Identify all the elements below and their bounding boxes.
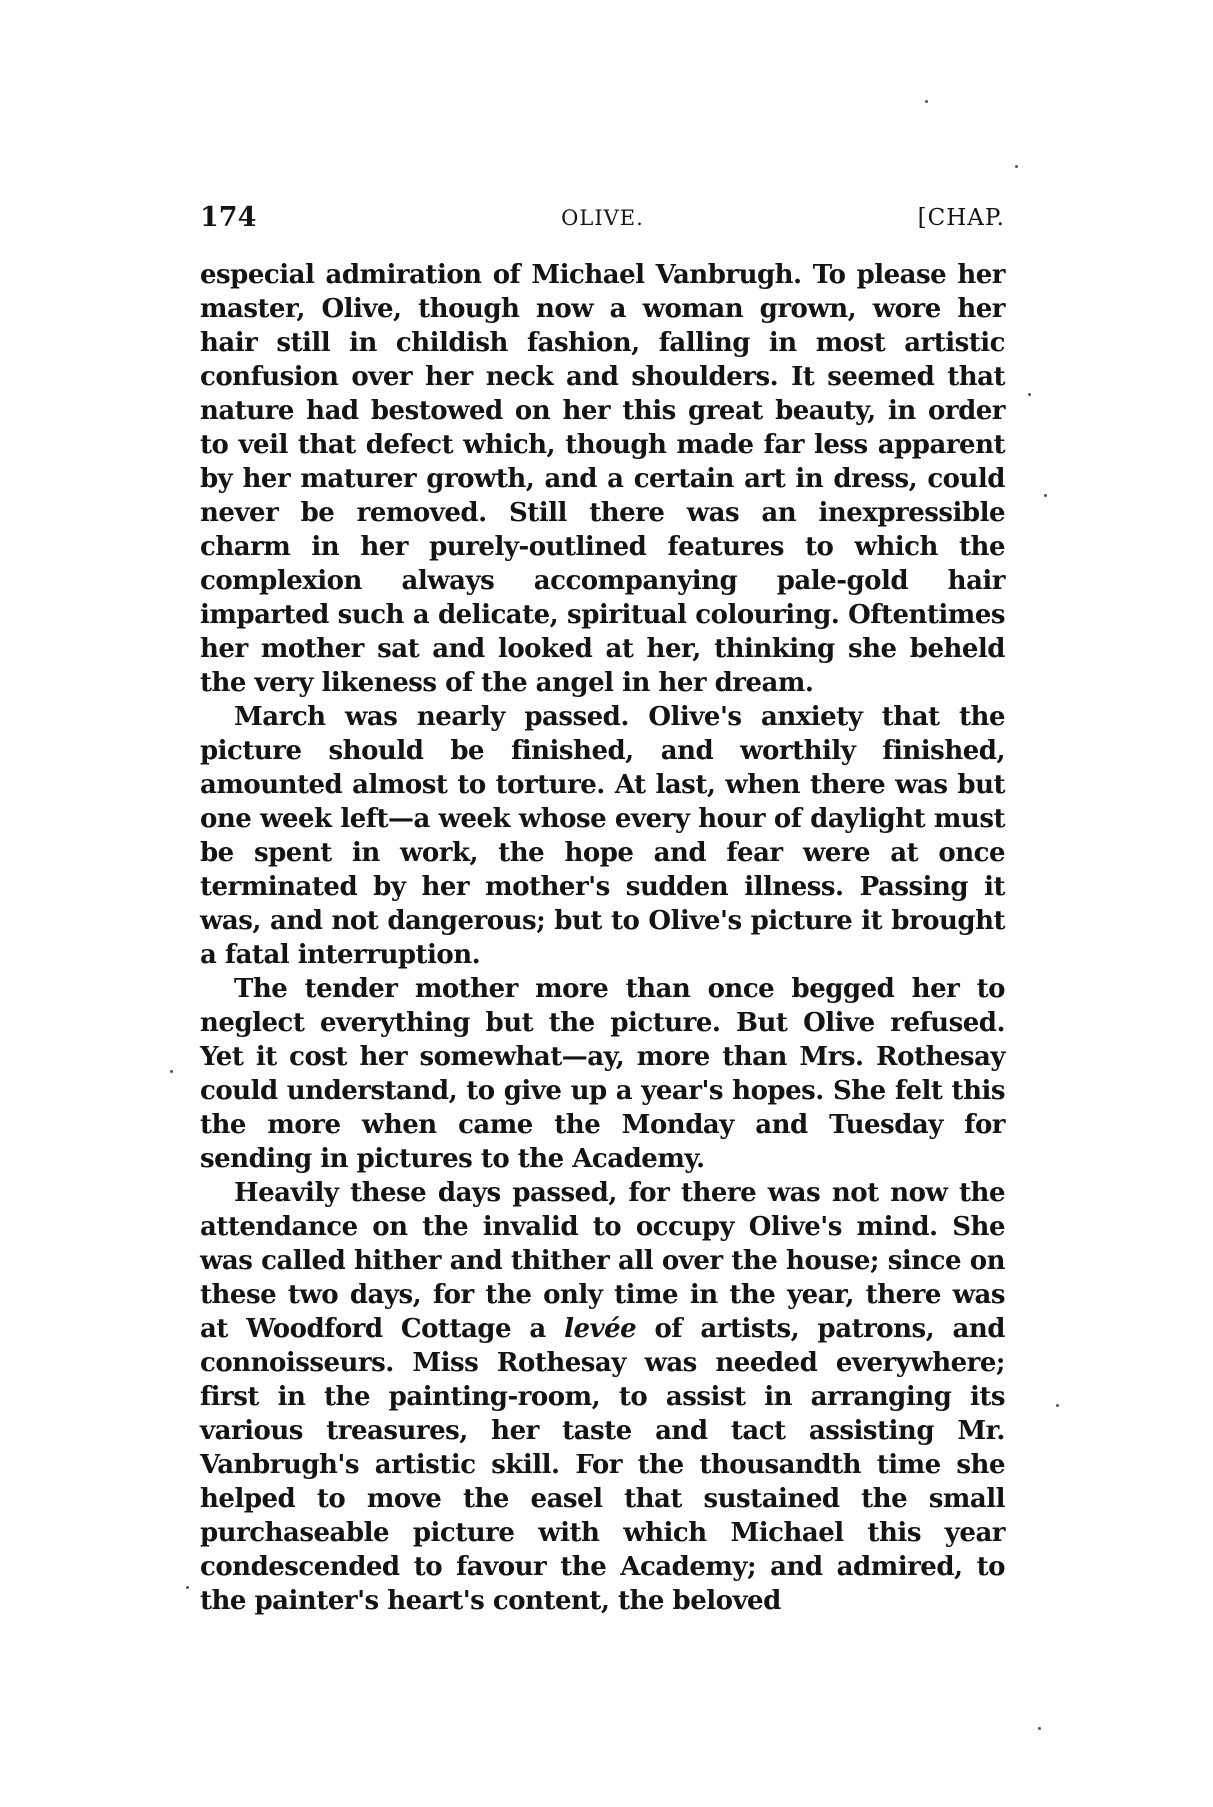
paragraph-continued: especial admiration of Michael Vanbrugh. To please her master, Olive, though now a woman grown, wore her hair still in childish fashion, falling in most artistic confusion over her neck and shoulders. It seemed that nature had bestowed on her this great beauty, in order to veil that defect which, though made far less apparent by her maturer growth, and a certain art in dress, could never be removed. Still there was an inexpressible charm in her purely-outlined features to which the complexion always accompanying pale-gold hair imparted such a delicate, spiritual colouring. Oftentimes her mother sat and looked at her, thinking she beheld the very likeness of the angel in her dream. (200, 260, 1005, 698)
paper-speck (170, 1070, 173, 1073)
page-number: 174 (200, 202, 257, 233)
running-head (200, 198, 1005, 238)
paper-speck (1038, 1727, 1041, 1730)
paragraph: March was nearly passed. Olive's anxiety that the picture should be finished, and worthily finished, amounted almost to torture. At last, when there was but one week left—a week whose every hour of daylight must be spent in work, the hope and fear were at once terminated by her mother's sudden illness. Passing it was, and not dangerous; but to Olive's picture it brought a fatal interruption. (200, 702, 1005, 970)
italic-word: levée (564, 1314, 637, 1344)
body-text (200, 258, 1005, 1618)
paper-speck (1044, 494, 1047, 497)
running-title: OLIVE. (561, 206, 644, 230)
paragraph (200, 1176, 1005, 1618)
paragraph-text: of artists, patrons, and connoisseurs. Miss Rothesay was needed everywhere; first in the painting-room, to assist in arranging its various treasures, her taste and tact assisting Mr. Vanbrugh's artistic skill. For the thousandth time she helped to move the easel that sustained the small purchaseable picture with which Michael this year condescended to favour the Academy; and admired, to the painter's heart's content, the beloved (200, 1314, 1005, 1616)
paper-speck (925, 100, 928, 103)
paper-speck (1056, 1404, 1059, 1407)
paper-speck (1015, 165, 1018, 168)
paper-speck (1028, 393, 1031, 396)
chapter-mark: [CHAP. (917, 205, 1005, 231)
paragraph: The tender mother more than once begged her to neglect everything but the picture. But Olive refused. Yet it cost her somewhat—ay, more than Mrs. Rothesay could understand, to give up a year's hopes. She felt this the more when came the Monday and Tuesday for sending in pictures to the Academy. (200, 974, 1005, 1174)
paper-speck (186, 1586, 189, 1589)
paragraph-text: Heavily these days passed, for there was not now the attendance on the invalid to occupy Olive's mind. She was called hither and thither all over the house; since on these two days, for the only time in the year, there was at Woodford Cottage a (200, 1178, 1005, 1344)
